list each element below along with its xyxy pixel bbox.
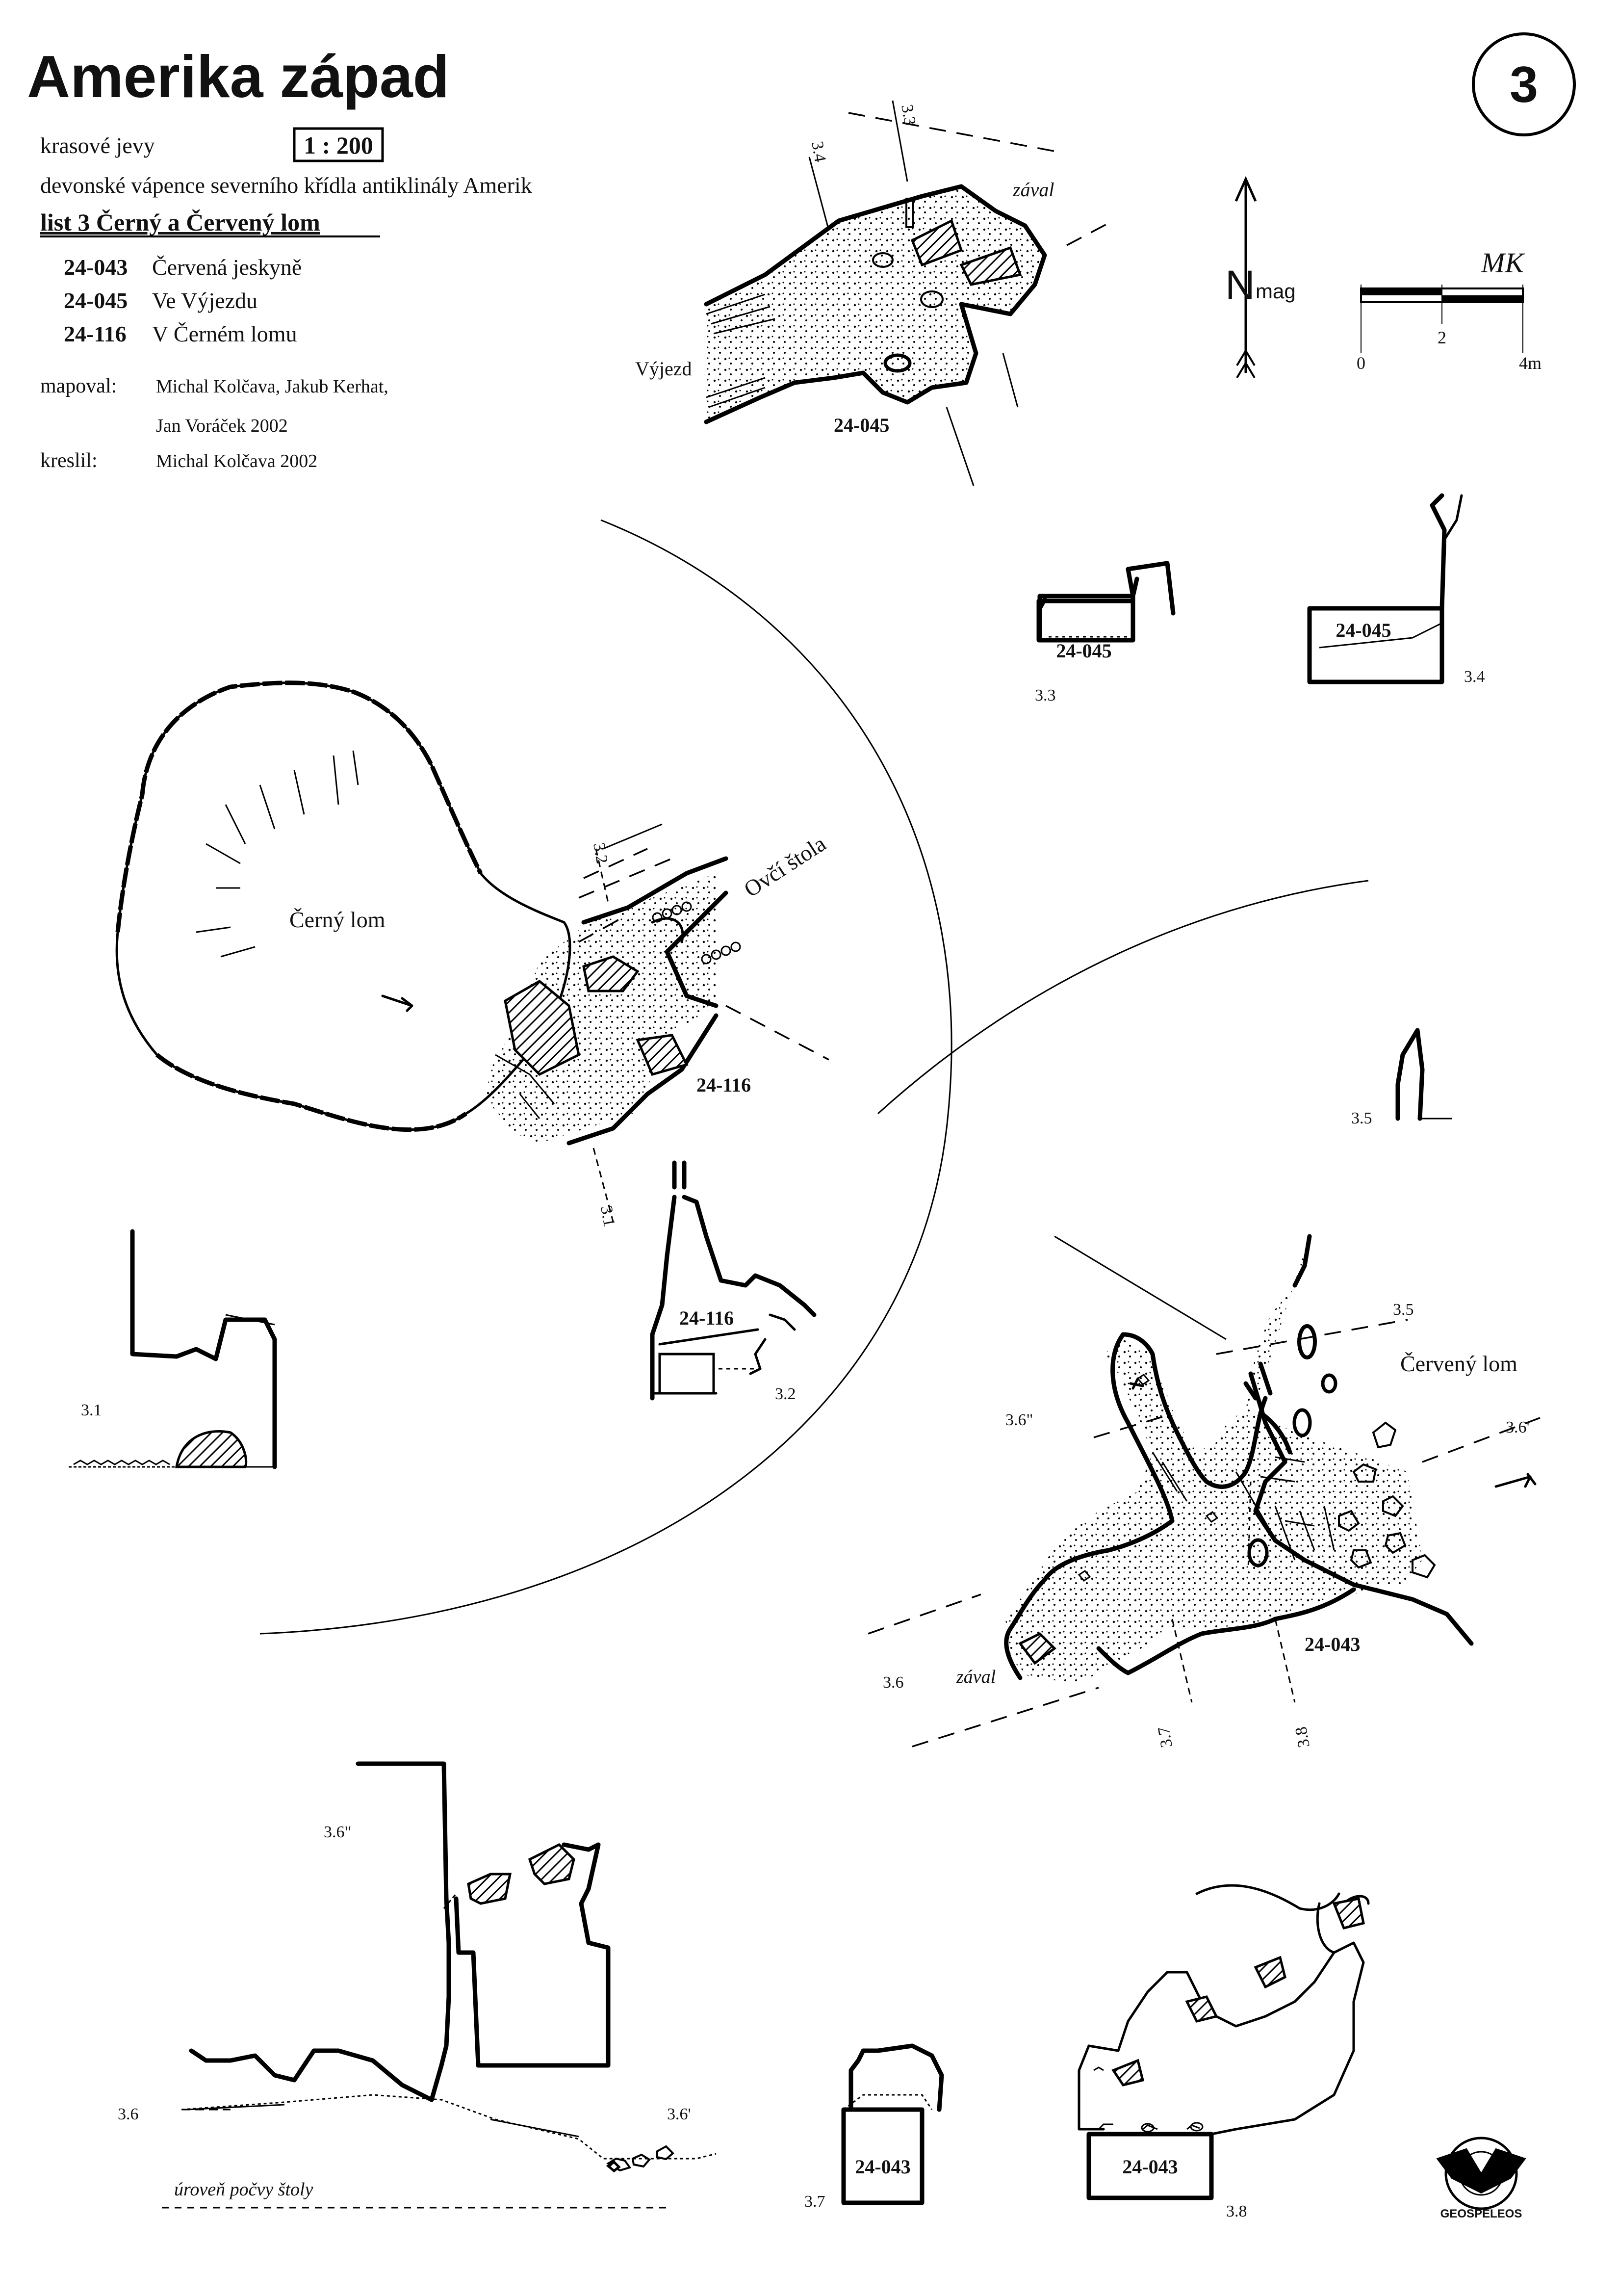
section-label: 3.6" [1005,1411,1033,1429]
cave-24-043-plan [868,1236,1540,1749]
sheet-number: 3 [1510,56,1538,113]
scale-tick: 4m [1518,353,1542,373]
section-3-6 [118,1764,716,2208]
section-3-3 [1035,563,1173,704]
section-label: 3.8 [1226,2202,1247,2220]
cave-id-label: 24-043 [1122,2156,1178,2178]
scale-ratio: 1 : 200 [304,131,373,159]
map-title: Amerika západ [27,43,450,110]
logo-text: GEOSPELEOS [1440,2207,1522,2220]
place-label: úroveň počvy štoly [174,2179,313,2200]
place-label: Výjezd [635,358,692,380]
section-label: 3.5 [1351,1109,1372,1127]
section-label: 3.3 [1035,686,1056,704]
cave-id: 24-043 [64,255,128,280]
section-3-1 [69,1231,275,1467]
cave-id-label: 24-045 [834,414,890,436]
scale-bar [1357,247,1542,373]
place-label: Černý lom [289,907,385,932]
cave-name: V Černém lomu [152,321,297,346]
section-label: 3.8 [1292,1725,1313,1749]
section-label: 3.6" [324,1823,352,1841]
list-title: list 3 Černý a Červený lom [40,209,320,236]
bat-icon [1437,2149,1525,2193]
cave-name: Červená jeskyně [152,255,302,280]
mapped-label: mapoval: [40,375,117,397]
section-label: 3.5 [1393,1301,1414,1319]
cerveny-lom-quarry-edge [878,881,1368,1114]
drawn-by: Michal Kolčava 2002 [156,451,318,471]
section-label: 3.6' [667,2105,691,2123]
place-label: Červený lom [1400,1351,1517,1376]
section-label: 3.7 [804,2192,825,2211]
cave-id-label: 24-043 [1305,1633,1361,1655]
section-3-5 [1351,1030,1452,1127]
cave-id-label: 24-116 [679,1307,734,1329]
drawn-label: kreslil: [40,449,98,472]
section-label: 3.1 [81,1401,102,1419]
section-label: 3.4 [1464,668,1485,686]
cave-name: Ve Výjezdu [152,288,258,313]
scale-initials: MK [1481,247,1524,279]
mapped-by: Michal Kolčava, Jakub Kerhat, [156,376,388,397]
north-letter: N [1225,262,1255,308]
section-3-7 [804,2046,942,2211]
credits [40,375,388,472]
cave-id-label: 24-116 [696,1074,751,1096]
mapped-by: Jan Voráček 2002 [156,416,288,436]
section-label: 3.7 [1155,1725,1176,1749]
section-3-2 [652,1163,814,1403]
section-3-8 [1079,1885,1368,2220]
geology-text: devonské vápence severního křídla antiklinály Amerik [40,173,532,198]
cave-register [64,255,302,346]
place-label: zával [1013,179,1054,201]
scale-tick: 0 [1357,353,1365,373]
place-label: zával [956,1667,996,1687]
section-label: 3.2 [590,841,611,865]
section-label: 3.2 [775,1385,796,1403]
place-label: Ovčí štola [739,831,830,902]
section-label: 3.1 [597,1204,618,1228]
cave-id-label: 24-045 [1336,619,1391,641]
cave-24-116-plan [486,824,830,1228]
subtitle: krasové jevy [40,133,155,158]
cave-24-045-plan [635,101,1108,486]
geospeleos-logo [1437,2138,1525,2220]
cave-id-label: 24-045 [1056,640,1112,662]
cave-id: 24-045 [64,288,128,313]
section-3-4 [1310,496,1485,686]
north-mag: mag [1256,280,1296,303]
section-label: 3.6 [118,2105,139,2123]
section-label: 3.6' [1506,1418,1530,1436]
scale-tick: 2 [1438,328,1446,347]
section-label: 3.6 [883,1673,904,1692]
north-arrow [1225,179,1296,378]
section-label: 3.3 [898,103,919,127]
section-label: 3.4 [808,139,829,164]
cave-id-label: 24-043 [855,2156,911,2178]
cave-id: 24-116 [64,321,127,346]
